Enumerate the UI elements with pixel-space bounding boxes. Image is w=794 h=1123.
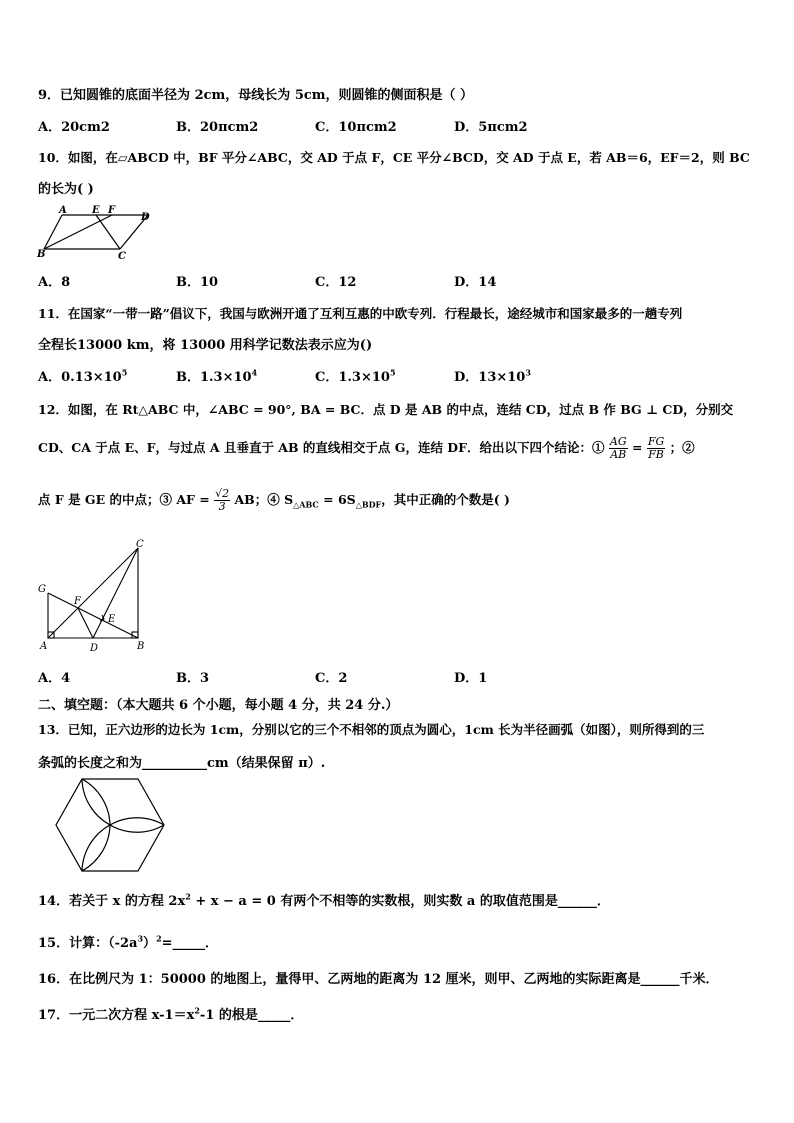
q9-option-a: A．20cm2 [38,120,110,135]
q11-option-a: A．$0.13\times 10^5$ [38,367,128,385]
fraction-sqrt2-3: $\frac{√2}{3}$ [215,487,230,513]
q14-stem: 14．若关于 x 的方程 $2x^2 + x - a = 0$ 有两个不相等的实数根，则实数 a 的取值范围是______． [38,891,610,909]
q13-stem-line2: 条弧的长度之和为__________cm（结果保留 π）. [38,756,326,771]
label-E: E [108,614,116,625]
q12-option-c: C．2 [315,671,348,686]
q12-option-a: A．4 [38,671,71,686]
label-B: B [37,249,46,260]
q10-option-a: A．8 [38,275,71,290]
label-F: F [108,205,116,216]
q15-stem: 15．计算：$(-2a^3)^2=\_\_\_\_\_$． [38,933,219,951]
label-F: F [74,596,81,607]
q12-stem-line1: 12．如图，在 Rt△ABC 中，∠ABC = 90°, BA = BC．点 D 是 AB 的中点，连结 CD，过点 B 作 BG ⊥ CD，分别交 [38,402,734,417]
q9-stem: 9．已知圆锥的底面半径为 2cm，母线长为 5cm，则圆锥的侧面积是（ ） [38,88,474,103]
q11-stem-line1: 11．在国家“一带一路”倡议下，我国与欧洲开通了互利互惠的中欧专列．行程最长，途经城市和国家最多的一趟专列 [38,306,683,321]
q16-stem: 16．在比例尺为 1：50000 的地图上，量得甲、乙两地的距离为 12 厘米，则甲、乙两地的实际距离是______千米． [38,972,719,987]
label-D: D [90,643,99,654]
q12-option-d: D．1 [454,671,488,686]
label-C: C [136,539,144,550]
q11-option-d: D．$13\times 10^3$ [454,367,531,385]
q10-option-c: C．12 [315,275,357,290]
hexagon-arcs-figure [54,776,166,874]
q10-option-b: B．10 [176,275,219,290]
q10-stem-line1: 10．如图，在▱ABCD 中，BF 平分∠ABC，交 AD 于点 F，CE 平分∠BCD，交 AD 于点 E，若 AB＝6，EF＝2，则 BC [38,150,750,165]
q11-option-c: C．$1.3\times 10^5$ [315,367,396,385]
q13-stem-line1: 13．已知，正六边形的边长为 1cm，分别以它的三个不相邻的顶点为圆心，1cm 长为半径画弧（如图），则所得到的三 [38,722,705,737]
q9-option-b: B．20πcm2 [176,120,259,135]
q10-stem-line2: 的长为( ) [38,182,94,197]
label-G: G [38,584,46,595]
q9-option-c: C．10πcm2 [315,120,397,135]
label-B: B [137,641,145,652]
label-E: E [92,205,100,216]
q12-stem-line2: CD、CA 于点 E、F，与过点 A 且垂直于 AB 的直线相交于点 G，连结 DF．给出以下四个结论：① $\frac{AG}{AB}$ = $\frac{FG}{FB}$ ；② [38,435,695,461]
q11-option-b: B．$1.3\times 10^4$ [176,367,258,385]
q11-stem-line2: 全程长13000 km，将 13000 用科学记数法表示应为() [38,338,373,353]
fraction-ag-ab: $\frac{AG}{AB}$ [609,435,627,461]
q12-stem-line3: 点 F 是 GE 的中点；③ AF = $\frac{√2}{3}$ AB；④ $S_{\triangle ABC} = 6S_{\triangle BDF}$，其中正确的个数是( ) [38,487,510,513]
q9-option-d: D．5πcm2 [454,120,528,135]
label-A: A [40,641,48,652]
label-C: C [118,251,126,262]
label-D: D [141,212,150,223]
parallelogram-figure [36,204,156,262]
q12-option-b: B．3 [176,671,210,686]
label-A: A [59,205,67,216]
right-triangle-figure [34,536,154,656]
fraction-fg-fb: $\frac{FG}{FB}$ [647,435,665,461]
q10-option-d: D．14 [454,275,497,290]
section-heading: 二、填空题：（本大题共 6 个小题，每小题 4 分，共 24 分.） [38,698,399,713]
q17-stem: 17．一元二次方程 $x-1=x^2-1$ 的根是_____． [38,1005,304,1023]
